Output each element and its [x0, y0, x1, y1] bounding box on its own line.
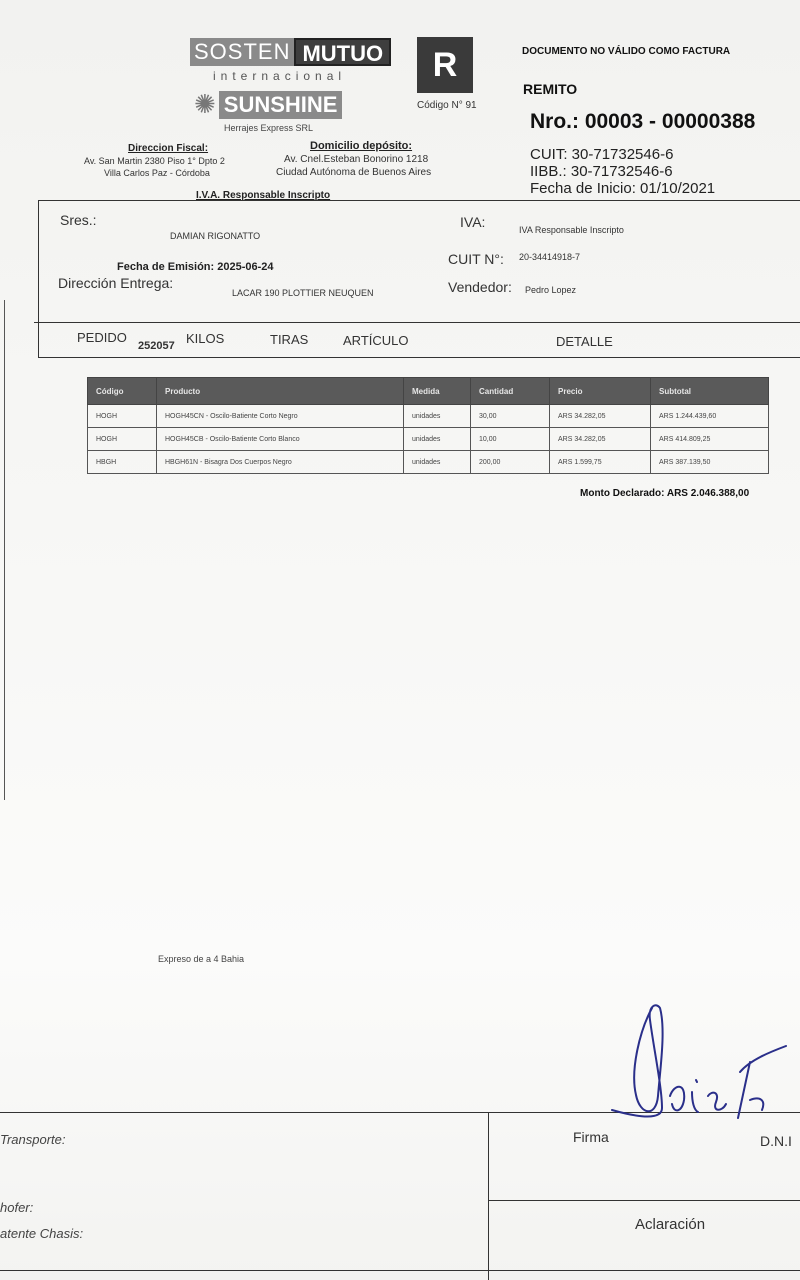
monto-declarado: Monto Declarado: ARS 2.046.388,00 — [580, 488, 750, 499]
iva-label: IVA: — [460, 214, 486, 230]
deposit-address-line2: Ciudad Autónoma de Buenos Aires — [276, 167, 432, 178]
direccion-label: Dirección Entrega: — [58, 275, 174, 291]
expreso-note: Expreso de a 4 Bahia — [158, 954, 245, 964]
dni-label: D.N.I — [760, 1133, 792, 1149]
logo-sosten-text: SOSTEN — [190, 38, 294, 66]
cell-precio: ARS 34.282,05 — [550, 405, 651, 428]
iva-value: IVA Responsable Inscripto — [519, 225, 624, 235]
col-codigo: Código — [88, 378, 157, 405]
cell-codigo: HOGH — [88, 405, 157, 428]
vendedor-label: Vendedor: — [448, 279, 512, 295]
chofer-label: hofer: — [0, 1200, 34, 1215]
handwritten-signature — [600, 1000, 800, 1140]
vendedor-value: Pedro Lopez — [525, 285, 577, 295]
tiras-label: TIRAS — [270, 332, 309, 347]
left-margin-line — [4, 300, 5, 800]
cell-codigo: HBGH — [88, 451, 157, 474]
document-letter-box: R — [417, 37, 473, 93]
items-table — [87, 377, 769, 474]
sun-icon: ✺ — [194, 89, 216, 119]
sosten-mutuo-logo — [190, 38, 391, 66]
fiscal-address-line2: Villa Carlos Paz - Córdoba — [104, 168, 210, 178]
table-row — [88, 405, 769, 428]
patente-label: atente Chasis: — [0, 1226, 84, 1241]
cell-producto: HOGH45CB - Oscilo-Batiente Corto Blanco — [157, 428, 404, 451]
col-producto: Producto — [157, 378, 404, 405]
fiscal-address-line1: Av. San Martin 2380 Piso 1° Dpto 2 — [84, 156, 225, 166]
footer-split-line — [488, 1112, 489, 1280]
fiscal-address-title: Direccion Fiscal: — [128, 143, 209, 154]
col-cantidad: Cantidad — [471, 378, 550, 405]
footer-right-divider — [488, 1200, 800, 1201]
detalle-label: DETALLE — [556, 334, 613, 349]
codigo-number: Código N° 91 — [417, 100, 477, 111]
doc-number: Nro.: 00003 - 00000388 — [530, 110, 756, 133]
table-header-row — [88, 378, 769, 405]
direccion-value: LACAR 190 PLOTTIER NEUQUEN — [232, 288, 374, 298]
pedido-value: 252057 — [138, 340, 175, 352]
table-row — [88, 451, 769, 474]
articulo-label: ARTÍCULO — [343, 333, 409, 348]
cell-precio: ARS 1.599,75 — [550, 451, 651, 474]
cell-subtotal: ARS 1.244.439,60 — [651, 405, 769, 428]
cell-subtotal: ARS 387.139,50 — [651, 451, 769, 474]
cell-producto: HBGH61N - Bisagra Dos Cuerpos Negro — [157, 451, 404, 474]
cell-precio: ARS 34.282,05 — [550, 428, 651, 451]
cuit-value: 20-34414918-7 — [519, 252, 581, 262]
iva-status: I.V.A. Responsable Inscripto — [196, 190, 331, 201]
cell-cantidad: 10,00 — [471, 428, 550, 451]
firma-label: Firma — [573, 1129, 609, 1145]
cell-subtotal: ARS 414.809,25 — [651, 428, 769, 451]
sres-value: DAMIAN RIGONATTO — [170, 231, 261, 241]
cell-cantidad: 30,00 — [471, 405, 550, 428]
cell-medida: unidades — [404, 405, 471, 428]
cell-codigo: HOGH — [88, 428, 157, 451]
issuer-iibb: IIBB.: 30-71732546-6 — [530, 163, 673, 180]
cell-producto: HOGH45CN - Oscilo-Batiente Corto Negro — [157, 405, 404, 428]
kilos-label: KILOS — [186, 331, 225, 346]
cell-medida: unidades — [404, 428, 471, 451]
col-medida: Medida — [404, 378, 471, 405]
deposit-address-title: Domicilio depósito: — [310, 140, 413, 152]
sunshine-logo — [194, 89, 342, 120]
logo-mutuo-text: MUTUO — [294, 38, 391, 66]
fecha-emision: Fecha de Emisión: 2025-06-24 — [117, 261, 274, 273]
logo-sunshine-text: SUNSHINE — [219, 91, 343, 119]
col-subtotal: Subtotal — [651, 378, 769, 405]
sres-label: Sres.: — [60, 212, 97, 228]
aclaracion-label: Aclaración — [635, 1216, 706, 1233]
doc-type: REMITO — [523, 81, 578, 97]
deposit-address-line1: Av. Cnel.Esteban Bonorino 1218 — [284, 154, 429, 165]
divider — [34, 322, 800, 323]
col-precio: Precio — [550, 378, 651, 405]
table-row — [88, 428, 769, 451]
footer-bottom-line — [0, 1270, 800, 1271]
pedido-label: PEDIDO — [77, 330, 127, 345]
cell-cantidad: 200,00 — [471, 451, 550, 474]
doc-notice: DOCUMENTO NO VÁLIDO COMO FACTURA — [522, 46, 731, 57]
cuit-label: CUIT N°: — [448, 251, 504, 267]
signature-stroke — [612, 1005, 786, 1118]
logo-internacional-text: internacional — [213, 69, 347, 83]
cell-medida: unidades — [404, 451, 471, 474]
issuer-cuit: CUIT: 30-71732546-6 — [530, 146, 674, 163]
transporte-label: Transporte: — [0, 1132, 66, 1147]
company-name: Herrajes Express SRL — [224, 123, 314, 133]
fecha-inicio: Fecha de Inicio: 01/10/2021 — [530, 180, 716, 197]
